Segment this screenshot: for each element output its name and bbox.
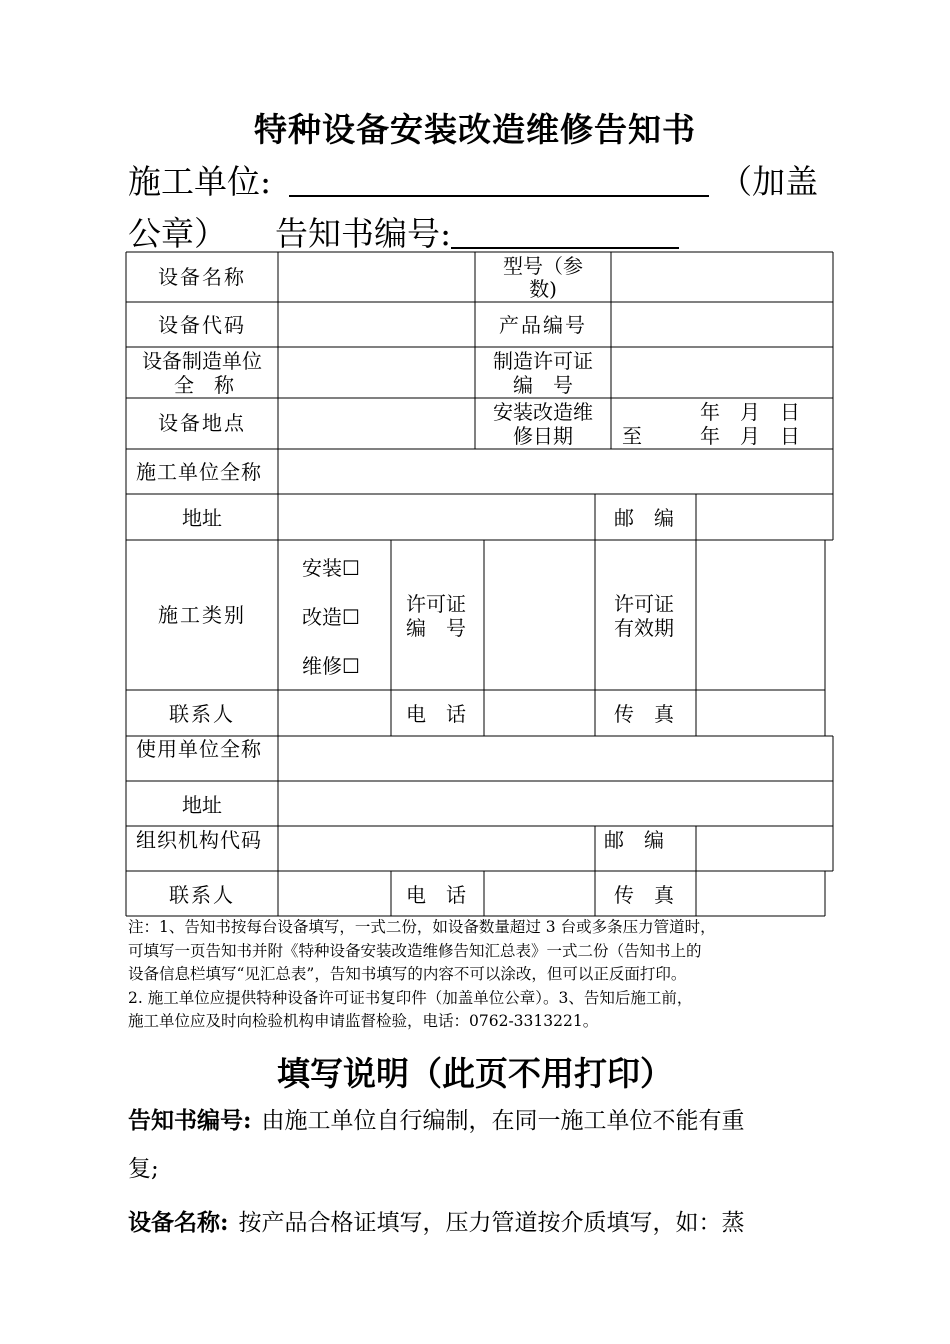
model-label-1: 型号（参 — [503, 254, 583, 278]
user-fax-label: 传 真 — [614, 883, 674, 907]
date-line-1: 年 月 日 — [700, 400, 800, 424]
equipment-name-label: 设备名称 — [158, 265, 246, 289]
footnote-line: 可填写一页告知书并附《特种设备安装改造维修告知汇总表》一式二份（告知书上的 — [128, 941, 702, 960]
address-label: 地址 — [182, 506, 222, 530]
instruction-item-equipment-name — [128, 1204, 745, 1237]
instruction-text: 由施工单位自行编制，在同一施工单位不能有重 — [261, 1108, 745, 1134]
instruction-item-notice-no — [128, 1102, 745, 1135]
postcode-label: 邮 编 — [614, 506, 674, 530]
model-label-2: 数) — [529, 277, 557, 301]
footnote-line: 设备信息栏填写“见汇总表”，告知书填写的内容不可以涂改，但可以正反面打印。 — [128, 965, 687, 983]
contractor-blank — [289, 165, 709, 197]
location-label: 设备地点 — [158, 411, 246, 435]
notice-no-blank — [451, 217, 679, 249]
date-line-2: 年 月 日 — [700, 424, 800, 448]
instruction-continuation: 复; — [128, 1156, 159, 1182]
fax-label: 传 真 — [614, 702, 674, 726]
instruction-text: 按产品合格证填写，压力管道按介质填写，如：蒸 — [238, 1210, 745, 1236]
user-address-label: 地址 — [182, 793, 222, 817]
stamp-note-1: （加盖 — [719, 162, 819, 201]
equipment-code-label: 设备代码 — [158, 313, 246, 337]
page-title: 特种设备安装改造维修告知书 — [254, 110, 696, 149]
user-contact-label: 联系人 — [169, 883, 235, 907]
type-install-checkbox[interactable]: 安装☐ — [302, 556, 360, 580]
install-date-label-2: 修日期 — [513, 424, 573, 448]
mfg-license-label-1: 制造许可证 — [493, 349, 593, 373]
user-full-name-label: 使用单位全称 — [136, 737, 262, 761]
date-to: 至 — [622, 424, 642, 448]
contact-label: 联系人 — [169, 702, 235, 726]
instruction-label: 设备名称: — [128, 1209, 229, 1236]
install-date-label-1: 安装改造维 — [493, 400, 593, 424]
product-no-label: 产品编号 — [499, 313, 587, 337]
stamp-note-2: 公章） — [128, 214, 227, 253]
user-phone-label: 电 话 — [406, 883, 466, 907]
contractor-full-name-label: 施工单位全称 — [136, 460, 262, 484]
footnote-line: 注：1、告知书按每台设备填写，一式二份，如设备数量超过 3 台或多条压力管道时， — [128, 918, 716, 936]
footnote-line: 施工单位应及时向检验机构申请监督检验，电话：0762-3313221。 — [128, 1012, 599, 1030]
phone-label: 电 话 — [406, 702, 466, 726]
footnote — [128, 916, 838, 1034]
license-no-label-1: 许可证 — [406, 592, 466, 616]
notice-no-label: 告知书编号: — [275, 214, 452, 253]
manufacturer-label-2: 全 称 — [174, 373, 234, 397]
license-valid-label-1: 许可证 — [614, 592, 674, 616]
instructions-title: 填写说明（此页不用打印） — [277, 1054, 673, 1093]
manufacturer-label-1: 设备制造单位 — [142, 349, 262, 373]
construction-type-label: 施工类别 — [158, 603, 246, 627]
contractor-label: 施工单位: — [128, 162, 272, 201]
license-no-label-2: 编 号 — [406, 616, 466, 640]
type-repair-checkbox[interactable]: 维修☐ — [302, 654, 360, 678]
footnote-line: 2. 施工单位应提供特种设备许可证书复印件（加盖单位公章）。3、告知后施工前， — [128, 988, 693, 1007]
instruction-label: 告知书编号: — [128, 1107, 252, 1134]
type-modify-checkbox[interactable]: 改造☐ — [302, 605, 360, 629]
user-postcode-label: 邮 编 — [604, 828, 664, 852]
mfg-license-label-2: 编 号 — [513, 373, 573, 397]
notice-no-line — [128, 208, 679, 255]
license-valid-label-2: 有效期 — [614, 616, 674, 640]
contractor-line — [128, 156, 818, 203]
org-code-label: 组织机构代码 — [136, 828, 262, 852]
